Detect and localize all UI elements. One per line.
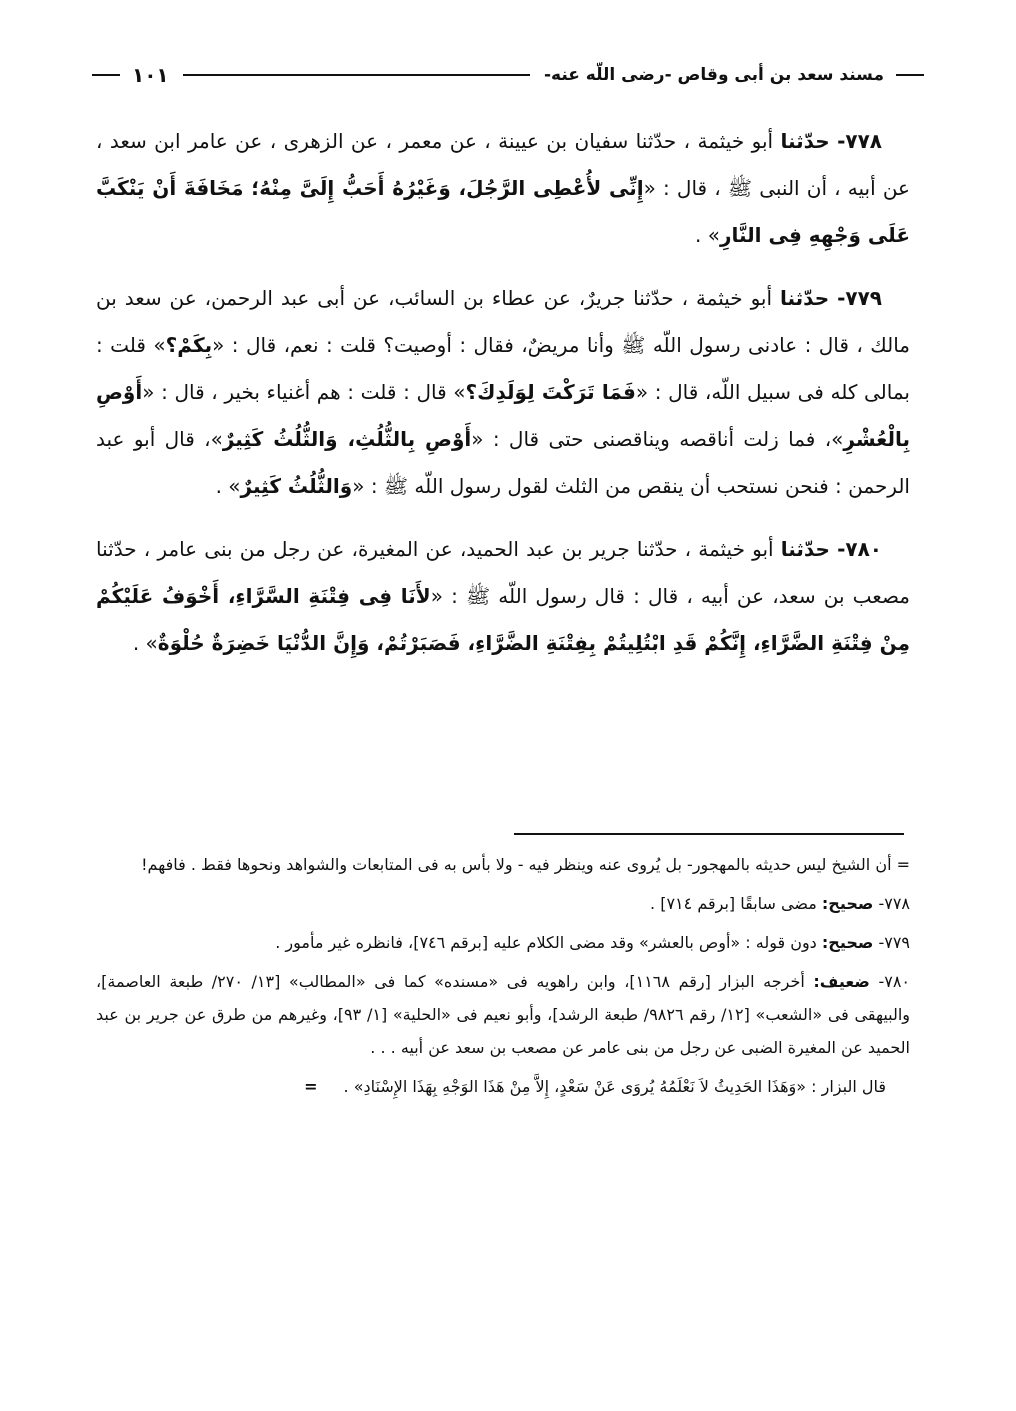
footnote-779	[96, 926, 910, 959]
header-title: مسند سعد بن أبى وقاص -رضى اللّه عنه-	[543, 65, 884, 85]
header-dash	[92, 74, 120, 76]
footnote-continuation: = أن الشيخ ليس حديثه بالمهجور- بل يُروى عنه وينظر فيه - ولا بأس به فى المتابعات والشواهد ونحوها فقط . فافهم!	[141, 855, 910, 874]
prophetic-quote: وَالثُّلُثُ كَثِيرٌ	[240, 474, 353, 498]
hadith-number: ٧٧٨-	[837, 129, 883, 153]
footnote-number: ٧٧٩-	[878, 933, 910, 952]
bazzar-quote: قال البزار : «وَهَذَا الحَدِيثُ لاَ نَعْلَمُهُ يُروَى عَنْ سَعْدٍ، إِلاَّ مِنْ هَذَا الوَجْهِ بِهَذَا الإِسْنَادِ» .	[343, 1077, 886, 1096]
hadith-number: ٧٧٩-	[837, 286, 882, 310]
footnote-text: مضى سابقًا [برقم ٧١٤] .	[650, 894, 817, 913]
page-number: ١٠١	[132, 63, 169, 87]
footnote-separator	[514, 833, 904, 835]
footnote-778	[96, 887, 910, 920]
prophetic-quote: أَوْصِ بِالثُّلُثِ، وَالثُّلُثُ كَثِيرٌ	[222, 427, 472, 451]
bazzar-quote-line	[96, 1070, 910, 1103]
footnote-text: أخرجه البزار [رقم ١١٦٨]، وابن راهويه فى «مسنده» كما فى «المطالب» [١٣/ ٢٧٠/ طبعة العاصمة]، والبيهقى فى «الشعب» [١٢/ رقم ٩٨٢٦/ طبعة الرشد]، وأبو نعيم فى «الحلية» [١/ ٩٣]، وغيرهم من طرق عن جرير بن عبد الحميد عن المغيرة الضبى عن رجل من بنى عامر عن مصعب بن سعد عن أبيه . . .	[96, 972, 911, 1057]
prophetic-quote: إِنِّى لأُعْطِى الرَّجُلَ، وَغَيْرُهُ أَحَبُّ إِلَىَّ مِنْهُ؛ مَخَافَةَ أَنْ يَنْكَبَّ عَلَى وَجْهِهِ فِى النَّارِ	[96, 176, 910, 247]
footnotes	[96, 848, 910, 1109]
hadith-lead: حدّثنا	[779, 286, 830, 310]
footnote-number: ٧٧٨-	[878, 894, 910, 913]
hadith-text: أبو خيثمة ، حدّثنا جريرٌ، عن عطاء بن السائب، عن أبى عبد الرحمن، عن سعد بن مالك ، قال : عادنى رسول اللّه ﷺ وأنا مريضٌ، فقال : أوصيت؟ قلت : نعم، قال : «	[96, 286, 911, 357]
main-text	[96, 118, 910, 683]
prophetic-quote: أَوْصِ بِالْعُشْرِ	[96, 380, 911, 451]
hadith-780	[96, 526, 910, 667]
hadith-text: » قلت : بمالى كله فى سبيل اللّه، قال : «	[96, 333, 910, 404]
continuation-marker: =	[304, 1077, 318, 1096]
header-dash	[896, 74, 924, 76]
hadith-text: أبو خيثمة ، حدّثنا سفيان بن عيينة ، عن معمر ، عن الزهرى ، عن عامر ابن سعد ، عن أبيه ، أن النبى ﷺ ، قال : «	[96, 129, 910, 200]
footnote-grade: صحيح:	[821, 933, 874, 952]
hadith-lead: حدّثنا	[780, 129, 830, 153]
footnote-780	[96, 965, 910, 1064]
hadith-lead: حدّثنا	[780, 537, 830, 561]
footnote-grade: ضعيف:	[813, 972, 870, 991]
prophetic-quote: بِكَمْ؟	[165, 333, 213, 357]
prophetic-quote: لأَنَا فِى فِتْنَةِ السَّرَّاءِ، أَخْوَفُ عَلَيْكُمْ مِنْ فِتْنَةِ الضَّرَّاءِ، إِنَّكُمْ قَدِ ابْتُلِيتُمْ بِفِتْنَةِ الضَّرَّاءِ، فَصَبَرْتُمْ، وَإِنَّ الدُّنْيَا خَضِرَةٌ حُلْوَةٌ	[96, 584, 910, 655]
header-rule	[183, 74, 530, 76]
hadith-778	[96, 118, 910, 259]
hadith-text: »، قال أبو عبد الرحمن : فنحن نستحب أن ينقص من الثلث لقول رسول اللّه ﷺ : «	[96, 427, 910, 498]
hadith-text: » قال : قلت : هم أغنياء بخير ، قال : «	[142, 380, 466, 404]
hadith-text: أبو خيثمة ، حدّثنا جرير بن عبد الحميد، عن المغيرة، عن رجل من بنى عامر ، حدّثنا مصعب بن سعد، عن أبيه ، قال : قال رسول اللّه ﷺ : «	[96, 537, 911, 608]
hadith-779	[96, 275, 910, 510]
prophetic-quote: فَمَا تَرَكْتَ لِوَلَدِكَ؟	[465, 380, 636, 404]
running-header	[92, 58, 924, 92]
hadith-text: » .	[132, 631, 158, 655]
hadith-text: »، فما زلت أناقصه ويناقصنى حتى قال : «	[471, 427, 844, 451]
footnote-number: ٧٨٠-	[878, 972, 911, 991]
hadith-text: » .	[215, 474, 241, 498]
footnote-text: دون قوله : «أوص بالعشر» وقد مضى الكلام عليه [برقم ٧٤٦]، فانظره غير مأمور .	[275, 933, 817, 952]
hadith-number: ٧٨٠-	[837, 537, 883, 561]
hadith-text: » .	[695, 223, 720, 247]
footnote-grade: صحيح:	[821, 894, 874, 913]
